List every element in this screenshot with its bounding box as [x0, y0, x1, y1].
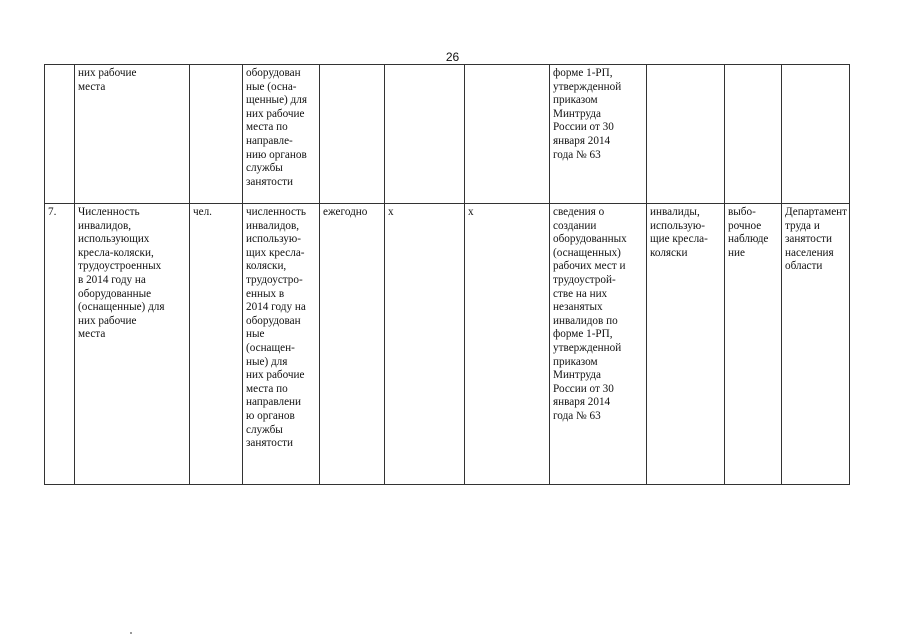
- cell-text-line: в 2014 году на: [78, 273, 146, 286]
- cell-text-line: инвалидов,: [78, 219, 132, 232]
- cell-text-line: января 2014: [553, 134, 611, 147]
- cell-text-line: приказом: [553, 355, 598, 368]
- cell-text-line: нию органов: [246, 148, 307, 161]
- cell-periodicity: [320, 204, 385, 485]
- cell-text-line: них рабочие: [246, 107, 305, 120]
- cell-text-line: коляски,: [246, 260, 287, 273]
- cell-population: [647, 204, 725, 485]
- cell-text-line: места: [78, 80, 106, 93]
- cell-text-line: ние: [728, 246, 745, 259]
- cell-col-x-1: [385, 204, 465, 485]
- cell-text-line: использую-: [246, 233, 301, 246]
- cell-text-line: службы: [246, 423, 283, 436]
- cell-responsible-agency: [782, 204, 850, 485]
- cell-unit: [190, 204, 243, 485]
- cell-text-line: занятости: [246, 437, 293, 450]
- indicators-table: [44, 64, 850, 485]
- cell-definition: [243, 204, 320, 485]
- cell-unit: [190, 65, 243, 204]
- cell-text-line: населения: [785, 246, 834, 259]
- cell-text-line: утвержденной: [553, 341, 622, 354]
- cell-text-line: щие кресла-: [650, 233, 708, 246]
- cell-text-line: занятости: [785, 233, 832, 246]
- cell-text-line: сведения о: [553, 206, 605, 218]
- cell-source-form: [550, 204, 647, 485]
- cell-text-line: (оснащенных): [553, 246, 621, 259]
- cell-source-form: [550, 65, 647, 204]
- cell-text-line: форме 1-РП,: [553, 328, 613, 341]
- cell-text-line: оборудованные: [78, 287, 152, 300]
- cell-text-line: инвалидов,: [246, 219, 300, 232]
- cell-text-line: x: [388, 206, 394, 218]
- scan-speck: [130, 632, 132, 634]
- cell-text-line: области: [785, 260, 823, 273]
- cell-responsible-agency: [782, 65, 850, 204]
- cell-text-line: Департамент: [785, 206, 848, 218]
- cell-text-line: них рабочие: [78, 314, 137, 327]
- cell-text-line: ные) для: [246, 355, 288, 368]
- cell-text-line: труда и: [785, 219, 820, 232]
- cell-row-number: [45, 204, 75, 485]
- cell-text-line: трудоустрой-: [553, 273, 616, 286]
- cell-indicator-name: [75, 65, 190, 204]
- cell-text-line: направлени: [246, 396, 302, 409]
- cell-text-line: службы: [246, 162, 283, 175]
- cell-col-x-2: [465, 65, 550, 204]
- cell-text-line: трудоустроенных: [78, 260, 162, 273]
- cell-text-line: года № 63: [553, 148, 601, 161]
- cell-text-line: x: [468, 206, 474, 218]
- cell-text-line: утвержденной: [553, 80, 622, 93]
- cell-text-line: численность: [246, 206, 306, 218]
- cell-text-line: 7.: [48, 206, 57, 218]
- cell-text-line: 2014 году на: [246, 301, 306, 314]
- cell-col-x-2: [465, 204, 550, 485]
- cell-text-line: оборудован: [246, 314, 301, 327]
- cell-text-line: ные (осна-: [246, 80, 297, 93]
- cell-text-line: января 2014: [553, 396, 611, 409]
- cell-text-line: занятости: [246, 175, 293, 188]
- cell-text-line: выбо-: [728, 206, 756, 218]
- cell-text-line: кресла-коляски,: [78, 246, 154, 259]
- cell-text-line: щенные) для: [246, 94, 307, 107]
- cell-text-line: рабочих мест и: [553, 260, 626, 273]
- cell-text-line: Минтруда: [553, 369, 601, 382]
- cell-definition: [243, 65, 320, 204]
- cell-text-line: России от 30: [553, 382, 614, 395]
- cell-text-line: них рабочие: [78, 67, 137, 79]
- cell-text-line: места по: [246, 382, 288, 395]
- page-number: 26: [445, 50, 460, 64]
- cell-periodicity: [320, 65, 385, 204]
- cell-population: [647, 65, 725, 204]
- cell-text-line: енных в: [246, 287, 285, 300]
- cell-text-line: оборудован: [246, 67, 301, 79]
- cell-text-line: Минтруда: [553, 107, 601, 120]
- cell-text-line: направле-: [246, 134, 293, 147]
- table-row: [45, 204, 850, 485]
- cell-text-line: (оснащен-: [246, 341, 295, 354]
- cell-text-line: наблюде: [728, 233, 769, 246]
- cell-text-line: использующих: [78, 233, 150, 246]
- cell-text-line: (оснащенные) для: [78, 301, 165, 314]
- cell-method: [725, 204, 782, 485]
- cell-text-line: места по: [246, 121, 288, 134]
- cell-text-line: чел.: [193, 206, 212, 218]
- cell-text-line: России от 30: [553, 121, 614, 134]
- cell-text-line: щих кресла-: [246, 246, 305, 259]
- cell-text-line: форме 1-РП,: [553, 67, 613, 79]
- cell-row-number: [45, 65, 75, 204]
- cell-text-line: коляски: [650, 246, 688, 259]
- cell-text-line: ные: [246, 328, 265, 341]
- cell-text-line: рочное: [728, 219, 762, 232]
- cell-text-line: стве на них: [553, 287, 608, 300]
- cell-text-line: Численность: [78, 206, 140, 218]
- cell-indicator-name: [75, 204, 190, 485]
- cell-text-line: приказом: [553, 94, 598, 107]
- cell-col-x-1: [385, 65, 465, 204]
- cell-text-line: инвалиды,: [650, 206, 700, 218]
- cell-text-line: года № 63: [553, 409, 601, 422]
- cell-text-line: них рабочие: [246, 369, 305, 382]
- cell-text-line: ежегодно: [323, 206, 368, 218]
- cell-text-line: инвалидов по: [553, 314, 618, 327]
- cell-text-line: места: [78, 328, 106, 341]
- cell-text-line: трудоустро-: [246, 273, 303, 286]
- table-row: [45, 65, 850, 204]
- cell-text-line: ю органов: [246, 409, 295, 422]
- cell-text-line: использую-: [650, 219, 705, 232]
- cell-text-line: оборудованных: [553, 233, 627, 246]
- cell-text-line: создании: [553, 219, 597, 232]
- cell-text-line: незанятых: [553, 301, 603, 314]
- cell-method: [725, 65, 782, 204]
